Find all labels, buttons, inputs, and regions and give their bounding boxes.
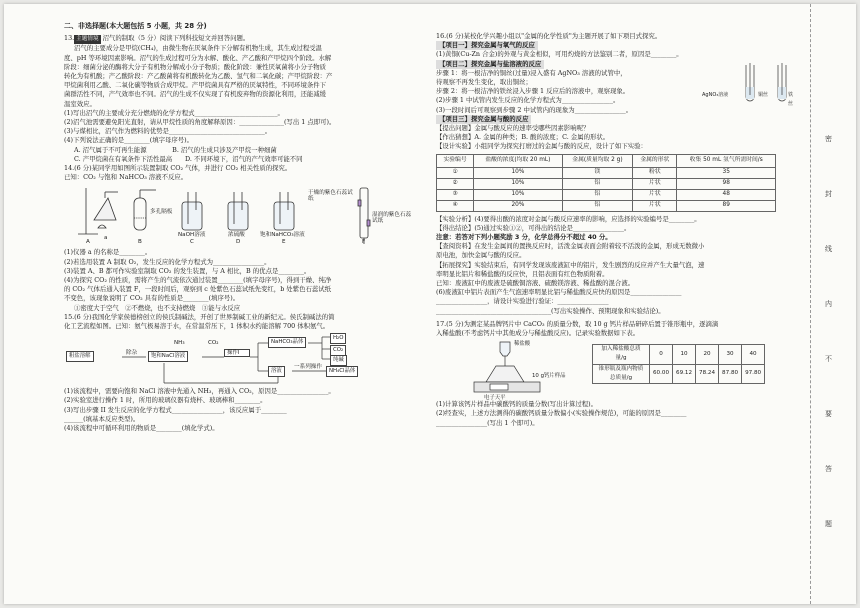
table-cell: ④ <box>437 200 474 211</box>
flow-co2b: CO₂ <box>330 345 346 356</box>
table-cell: 0 <box>650 345 673 364</box>
q15-question: (3)写出步骤 II 发生反应的化学方程式________________，该反应属于________ <box>64 405 287 414</box>
q13-number: 13. <box>64 34 75 43</box>
q15-number: 15. <box>64 312 75 321</box>
q16-line: ________________，请设计实验进行验证：________________ <box>436 297 609 306</box>
table-cell: 87.80 <box>719 364 742 383</box>
q17-number: 17. <box>436 319 447 328</box>
q17-data-table <box>592 344 765 384</box>
q14-question: 不变色，该现象说明了 CO₂ 具有的性质是________(填序号)。 <box>64 294 240 303</box>
flow-series: 一系列操作 <box>294 364 322 371</box>
q17-question: (2)经查实，上述方法测得的碳酸钙质量分数偏小(实验操作规范)，可能的原因是________ <box>436 409 687 418</box>
q15-title: (6 分)我国化学家侯德榜创立的侯氏制碱法，开创了世界制碱工业的新纪元。侯氏制碱法的简 <box>74 312 335 321</box>
q16-line: (3)一段时间后可观察到步骤 2 中试管内的现象为________________。 <box>436 105 633 114</box>
label-wet: 湿润的紫色石蕊试纸 <box>372 212 412 225</box>
q13-option: C. 产甲烷菌在有氧条件下活性最高 D. 不同环境下，沼气的产气效率可能不同 <box>74 154 303 163</box>
seal-char: 线 <box>825 245 832 253</box>
table-row <box>437 189 776 200</box>
q16-line: 步骤 2：将一根洁净的铁丝浸入步骤 1 反应后的溶液中，观察现象。 <box>436 87 630 96</box>
q15-question: (1)该流程中，需要向饱和 NaCl 溶液中先通入 NH₃，再通入 CO₂，原因是________________。 <box>64 387 335 396</box>
q13-option: A. 沼气属于不可再生能源 B. 沼气的生成只涉及产甲烷一种细菌 <box>74 145 277 154</box>
q14-number: 14. <box>64 164 75 173</box>
label-E: E <box>282 239 286 246</box>
q16-line: 已知：废液缸中的废液是硫酸铜溶液、硫酸镁溶液、稀盐酸的混合液。 <box>436 279 635 288</box>
flow-mother: 溶液 <box>268 366 285 377</box>
q13-question: (3)与煤相比，沼气作为燃料的优势是______________________________。 <box>64 127 272 136</box>
q16-experiment-table <box>436 154 776 212</box>
table-cell: 97.80 <box>742 364 765 383</box>
q16-line: (1)黄铜(Cu-Zn 合金)的外观与黄金相似，可用灼烧的方法鉴别二者，原因是________。 <box>436 50 683 59</box>
q13-passage-line: 阶段：细菌分泌的酶将大分子有机物分解成小分子物质；酸化阶段：兼性厌氧菌将小分子物质 <box>64 62 327 71</box>
q14-apparatus-figure <box>64 184 414 246</box>
q13-question: (4)下列说法正确的是________(填字母序号)。 <box>64 136 194 145</box>
table-row-label: 锥形瓶及瓶内物质总质量/g <box>593 364 650 383</box>
flow-arrows <box>64 333 414 385</box>
label-fe: 铁丝 <box>788 91 794 108</box>
q16-line: 待观察不再发生变化，取出铜丝； <box>436 78 532 87</box>
seal-char: 题 <box>825 520 832 528</box>
q14-question: 的 CO₂ 气体后通入装置 F，一段时间后，观察到 c 处紫色石蕊试纸先变红，b 处紫色石蕊试纸 <box>64 285 332 294</box>
table-cell: 铝 <box>562 178 633 189</box>
label-B: B <box>138 239 142 246</box>
seal-char: 封 <box>825 190 832 198</box>
q16-project-2: 【项目二】探究金属与盐溶液的反应 <box>436 60 544 69</box>
label-F: F <box>362 239 366 246</box>
table-cell: ① <box>437 167 474 178</box>
table-cell: 35 <box>677 167 776 178</box>
q14-options: ①密度大于空气 ②不燃烧，也不支持燃烧 ③能与水反应 <box>74 303 241 312</box>
seal-strip <box>810 4 856 604</box>
flow-h2o: H₂O <box>330 333 346 344</box>
q13-question: (1)写出沼气的主要成分充分燃烧的化学方程式__________________________。 <box>64 108 284 117</box>
table-cell: 30 <box>719 345 742 364</box>
table-cell: ③ <box>437 189 474 200</box>
table-cell: 片状 <box>633 189 677 200</box>
q16-line: 【设计实验】小组同学为探究打磨过的金属与酸的反应，设计了如下实验： <box>436 142 647 151</box>
label-sample: 10 g钙片样品 <box>532 373 566 380</box>
table-cell: 40 <box>742 345 765 364</box>
label-acid: 稀盐酸 <box>514 341 531 348</box>
table-header: 盐酸的浓度(均取 20 mL) <box>474 154 563 167</box>
q13-passage-line: 转化为有机酸；产乙酸阶段：产乙酸菌将有机酸转化为乙酸、氢气和二氧化碳；产甲烷阶段：产 <box>64 72 333 81</box>
seal-char: 密 <box>825 135 832 143</box>
q16-line: 【查阅资料】在发生金属间的置换反应时，活泼金属表面会附着较不活泼的金属，形成无数微小 <box>436 242 705 251</box>
q13-passage-line: 沼气的主要成分是甲烷(CH₄)，由微生物在厌氧条件下分解有机物生成，其生成过程受温 <box>74 44 323 53</box>
label-agno3: AgNO₃溶液 <box>702 91 729 98</box>
section-title: 二、非选择题(本大题包括 5 小题，共 28 分) <box>64 22 207 30</box>
q16-project-1: 【项目一】探究金属与氧气的反应 <box>436 41 538 50</box>
q16-number: 16. <box>436 32 447 40</box>
table-row <box>593 364 765 383</box>
table-cell: ② <box>437 178 474 189</box>
q13-question: (2)沼气池需要避免阳光直射，请从甲烷性质的角度解释原因：______________(写出 1 点即可)。 <box>64 118 336 127</box>
label-hole: 多孔隔板 <box>150 209 173 216</box>
table-header: 收集 50 mL 氢气所需时间/s <box>677 154 776 167</box>
question-15 <box>64 313 414 433</box>
q16-title: (6 分)某校化学兴趣小组以"金属的化学性质"为主题开展了如下项目式探究。 <box>446 32 662 40</box>
label-cu: 铜丝 <box>758 91 769 98</box>
q17-title-2: 入稀盐酸(不考虑钙片中其他成分与稀盐酸反应)。记录实验数据如下表。 <box>436 329 640 338</box>
question-16 <box>436 32 796 316</box>
q14-title: (6 分)某同学用如图所示装置制取 CO₂ 气体，并进行 CO₂ 相关性质的探究。 <box>74 164 292 173</box>
q14-question: (4)为探究 CO₂ 的性质，需将产生的气流依次通过装置________(填字母序号)，得到干燥、纯净 <box>64 276 332 285</box>
q13-passage-line: 度、pH 等环境因素影响。沼气的生成过程可分为水解、酸化、产乙酸和产甲烷四个阶段。水解 <box>64 53 332 62</box>
table-cell: 10% <box>474 167 563 178</box>
exam-sheet <box>4 4 856 604</box>
label-C: C <box>190 239 194 246</box>
label-sat: 饱和NaHCO₃溶液 <box>260 232 305 239</box>
table-cell: 78.24 <box>696 364 719 383</box>
q16-line: 【提出问题】金属与酸反应的速率受哪些因素影响呢？ <box>436 124 590 133</box>
q16-line: 【作出猜想】A. 金属的种类；B. 酸的浓度；C. 金属的形状。 <box>436 133 610 142</box>
seal-char: 要 <box>825 410 832 418</box>
left-column <box>64 12 414 433</box>
q17-question: ________________(写出 1 个即可)。 <box>436 418 539 427</box>
q16-tube-figure <box>716 63 796 107</box>
q17-title: (5 分)为测定某品牌钙片中 CaCO₃ 的质量分数，取 10 g 钙片样品研碎后置于锥形瓶中，逐滴滴 <box>446 319 719 328</box>
q16-line: 【拓展探究】实验结束后，有同学发现该废液缸中的铝片，发生剧烈的反应并产生大量气泡，速 <box>436 260 705 269</box>
question-14 <box>64 164 414 313</box>
flow-raw: 粗盐溶解 <box>66 351 94 362</box>
q16-line: 【得出结论】(5)通过实验①②，可得出的结论是________________。 <box>436 223 631 232</box>
label-D: D <box>236 239 241 246</box>
table-cell: 10 <box>673 345 696 364</box>
q16-line: 步骤 1：将一根洁净的铜丝(过量)浸入盛有 AgNO₃ 溶液的试管中， <box>436 68 627 77</box>
q15-title-2: 化工艺流程如图。已知：氨气极易溶于水，在常温常压下，1 体积水约能溶解 700 体积氨气。 <box>64 322 330 331</box>
table-row-label: 加入稀盐酸总质量/g <box>593 345 650 364</box>
q14-question: (3)装置 A、B 都可作实验室制取 CO₂ 的发生装置，与 A 相比，B 的优点是________。 <box>64 266 311 275</box>
table-cell: 48 <box>677 189 776 200</box>
table-row <box>437 167 776 178</box>
q16-bonus-note: 注意：若答对下列小题奖励 3 分，化学总得分不超过 40 分。 <box>436 233 612 242</box>
table-row <box>593 345 765 364</box>
q13-passage-line: 温室效应。 <box>64 99 96 108</box>
q17-question: (1)计算该钙片样品中碳酸钙的质量分数(写出计算过程)。 <box>436 400 598 409</box>
seal-char: 不 <box>825 355 832 363</box>
label-naoh: NaOH溶液 <box>178 232 206 239</box>
table-cell: 粉状 <box>633 167 677 178</box>
q13-tag: 主题情境 <box>74 35 100 44</box>
q16-line: 【实验分析】(4)要得出酸的浓度对金属与酸反应速率的影响，应选择的实验编号是________。 <box>436 214 701 223</box>
table-header: 金属的形状 <box>633 154 677 167</box>
flow-remove: 除杂 <box>126 350 138 357</box>
flow-sat-nacl: 饱和NaCl溶液 <box>148 351 188 362</box>
table-cell: 10% <box>474 189 563 200</box>
q14-note: 已知：CO₂ 与饱和 NaHCO₃ 溶液不反应。 <box>64 173 188 182</box>
q16-line: (2)步骤 1 中试管内发生反应的化学方程式为________________。 <box>436 96 620 105</box>
table-cell: 20 <box>696 345 719 364</box>
question-13 <box>64 34 414 164</box>
table-row <box>437 178 776 189</box>
flow-co2: CO₂ <box>208 340 219 347</box>
table-cell: 片状 <box>633 200 677 211</box>
table-cell: 98 <box>677 178 776 189</box>
table-header: 实验编号 <box>437 154 474 167</box>
q15-flow-diagram <box>64 333 414 385</box>
label-A: A <box>86 239 90 246</box>
table-cell: 铝 <box>562 200 633 211</box>
flow-soda: 纯碱 <box>330 355 347 366</box>
q15-question: (4)该流程中可循环利用的物质是________(填化学式)。 <box>64 424 219 433</box>
right-column <box>436 12 796 428</box>
q16-line: 原电池，加快金属与酸的反应。 <box>436 251 526 260</box>
table-header: 金属(质量均取 2 g) <box>562 154 633 167</box>
label-conc: 浓硫酸 <box>228 232 245 239</box>
flow-nh4cl: NH₄Cl晶体 <box>326 366 358 377</box>
q13-passage-line: 菌群活性不同，产气效率也不同。沼气的生成不仅实现了有机废弃物的资源化利用，还能减缓 <box>64 90 327 99</box>
table-cell: 片状 <box>633 178 677 189</box>
table-cell: 60.00 <box>650 364 673 383</box>
q16-line: (6)废液缸中铝片表面产生气泡速率明显比铝与稀盐酸反应快的原因是________________ <box>436 288 682 297</box>
table-cell: 69.12 <box>673 364 696 383</box>
seal-char: 内 <box>825 300 832 308</box>
q16-project-3: 【项目三】探究金属与酸的反应 <box>436 115 531 124</box>
q15-question: (2)实验室进行操作 1 时，所用的玻璃仪器有烧杯、玻璃棒和________。 <box>64 396 267 405</box>
q16-line: 率明显比铝片和稀盐酸的反应快，且铝表面有红色物质附着。 <box>436 269 609 278</box>
q16-project-2-body <box>436 69 796 115</box>
flow-op1: 操作I <box>224 349 250 357</box>
q13-passage-line: 甲烷菌利用乙酸、二氧化碳等物质合成甲烷。产甲烷菌具有严格的厌氧特性，不同环境条件下 <box>64 81 327 90</box>
table-cell: 20% <box>474 200 563 211</box>
q16-line: ____________________________________(写出实验操作、预期现象和实验结论)。 <box>436 306 665 315</box>
table-row <box>437 200 776 211</box>
question-17 <box>436 320 796 428</box>
seal-char: 答 <box>825 465 832 473</box>
q14-question: (2)若选用装置 A 制取 O₂，发生反应的化学方程式为________________。 <box>64 257 271 266</box>
flow-nh3: NH₃ <box>174 340 185 347</box>
q17-figure-area <box>436 338 796 400</box>
table-header-row <box>437 154 776 167</box>
q14-question: (1)仪器 a 的名称是________。 <box>64 248 152 257</box>
q15-question: ______(填基本反应类型)。 <box>64 414 140 423</box>
flow-crystal: NaHCO₃晶体 <box>268 337 306 348</box>
table-cell: 10% <box>474 178 563 189</box>
label-dry: 干燥的紫色石蕊试纸 <box>308 190 353 203</box>
table-cell: 镁 <box>562 167 633 178</box>
q13-title: 沼气的制取（5 分）阅读下列科技短文并回答问题。 <box>102 34 250 43</box>
table-cell: 89 <box>677 200 776 211</box>
label-scale: 电子天平 <box>484 395 506 402</box>
label-a: a <box>104 235 108 242</box>
table-cell: 铝 <box>562 189 633 200</box>
